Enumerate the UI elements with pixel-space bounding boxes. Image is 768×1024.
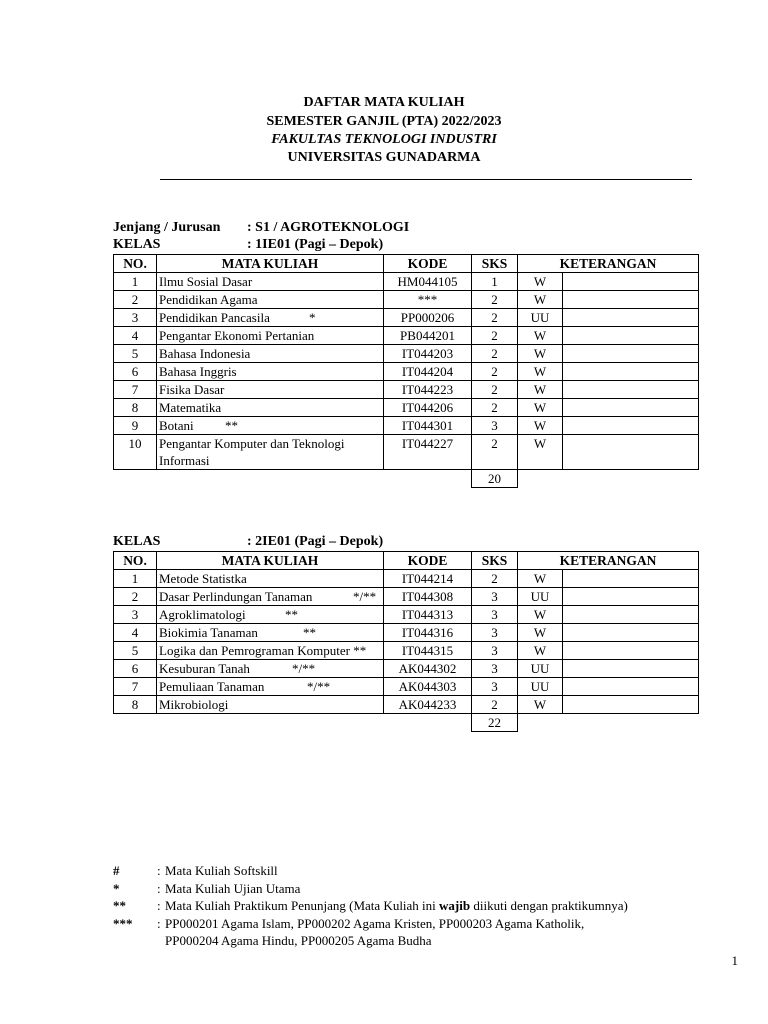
cell-no: 8 [114,696,157,714]
cell-no: 2 [114,291,157,309]
legend-colon: : [157,915,161,931]
course-name: Matematika [159,400,222,415]
cell-kode: AK044233 [384,696,472,714]
course-name: Pendidikan Agama [159,292,258,307]
cell-keterangan: W [518,435,563,470]
table-row [114,363,699,381]
cell-matkul [157,345,384,363]
cell-note [563,309,699,327]
cell-keterangan: UU [518,588,563,606]
kelas-label: KELAS [113,534,161,549]
course-name: Pemuliaan Tanaman [159,679,265,694]
course-name: Pengantar Komputer dan Teknologi Informasi [159,436,345,468]
col-keterangan: KETERANGAN [518,552,699,570]
cell-no: 9 [114,417,157,435]
cell-matkul [157,273,384,291]
cell-note [563,642,699,660]
cell-kode: PB044201 [384,327,472,345]
kelas-value: : 2IE01 (Pagi – Depok) [247,534,384,549]
cell-keterangan: W [518,606,563,624]
col-kode: KODE [384,255,472,273]
cell-keterangan: W [518,381,563,399]
doc-semester: SEMESTER GANJIL (PTA) 2022/2023 [266,114,502,129]
cell-keterangan: W [518,624,563,642]
cell-keterangan: W [518,399,563,417]
empty-cell [157,470,384,488]
total-sks: 20 [472,470,518,488]
cell-kode: IT044204 [384,363,472,381]
cell-no: 1 [114,570,157,588]
cell-no: 6 [114,660,157,678]
cell-kode: IT044206 [384,399,472,417]
cell-kode: AK044302 [384,660,472,678]
cell-note [563,363,699,381]
empty-cell [157,714,384,732]
col-matkul: MATA KULIAH [157,552,384,570]
cell-matkul [157,660,384,678]
legend-colon: : [157,898,161,913]
table-row [114,642,699,660]
cell-sks: 3 [472,660,518,678]
cell-note [563,291,699,309]
legend-text: Mata Kuliah Softskill [165,863,278,878]
legend-text-part: Mata Kuliah Praktikum Penunjang (Mata Kuliah ini [165,898,440,913]
cell-matkul [157,588,384,606]
jenjang-label: Jenjang / Jurusan [113,220,221,235]
empty-cell [384,714,472,732]
cell-sks: 2 [472,309,518,327]
cell-keterangan: W [518,696,563,714]
cell-no: 5 [114,345,157,363]
cell-note [563,606,699,624]
cell-kode: IT044315 [384,642,472,660]
doc-title: DAFTAR MATA KULIAH [303,95,465,110]
course-mark: ** [225,418,238,433]
cell-matkul [157,399,384,417]
cell-keterangan: UU [518,678,563,696]
cell-kode: HM044105 [384,273,472,291]
doc-university: UNIVERSITAS GUNADARMA [287,150,481,165]
cell-keterangan: UU [518,660,563,678]
kelas-value: : 1IE01 (Pagi – Depok) [247,237,384,252]
table-row [114,606,699,624]
col-sks: SKS [472,552,518,570]
cell-sks: 3 [472,417,518,435]
legend-colon: : [157,863,161,878]
cell-kode: PP000206 [384,309,472,327]
cell-matkul [157,381,384,399]
course-name: Mikrobiologi [159,697,229,712]
cell-sks: 1 [472,273,518,291]
course-mark: ** [285,607,298,622]
course-mark: */** [307,679,331,694]
course-table-2 [113,551,699,732]
cell-keterangan: W [518,642,563,660]
empty-cell [563,714,699,732]
course-name: Biokimia Tanaman [159,625,258,640]
cell-note [563,399,699,417]
cell-matkul [157,291,384,309]
legend-colon: : [157,880,161,896]
legend-symbol: * [113,880,120,896]
cell-no: 10 [114,435,157,470]
table-row [114,417,699,435]
cell-matkul [157,678,384,696]
course-name: Bahasa Inggris [159,364,237,379]
table-row [114,570,699,588]
cell-matkul [157,435,384,470]
course-name: Pengantar Ekonomi Pertanian [159,328,315,343]
legend-text: PP000201 Agama Islam, PP000202 Agama Kristen, PP000203 Agama Katholik, [165,915,585,931]
cell-sks: 3 [472,642,518,660]
cell-no: 7 [114,678,157,696]
kelas-label: KELAS [113,237,161,252]
cell-keterangan: W [518,417,563,435]
doc-faculty: FAKULTAS TEKNOLOGI INDUSTRI [271,132,497,147]
legend-symbol: *** [113,915,133,931]
table-header [114,552,699,570]
cell-matkul [157,696,384,714]
cell-sks: 2 [472,291,518,309]
course-name: Agroklimatologi [159,607,246,622]
empty-cell [518,714,563,732]
cell-matkul [157,417,384,435]
cell-no: 7 [114,381,157,399]
cell-sks: 2 [472,570,518,588]
table-row [114,660,699,678]
col-sks: SKS [472,255,518,273]
cell-matkul [157,363,384,381]
cell-sks: 2 [472,435,518,470]
col-no: NO. [114,552,157,570]
cell-kode: IT044214 [384,570,472,588]
table-row [114,588,699,606]
cell-no: 4 [114,624,157,642]
cell-kode: AK044303 [384,678,472,696]
cell-no: 1 [114,273,157,291]
col-kode: KODE [384,552,472,570]
cell-note [563,624,699,642]
cell-keterangan: W [518,327,563,345]
legend-symbol: # [113,863,120,878]
cell-kode: IT044308 [384,588,472,606]
col-matkul: MATA KULIAH [157,255,384,273]
cell-sks: 2 [472,327,518,345]
cell-no: 4 [114,327,157,345]
jenjang-line [113,219,409,236]
empty-cell [384,470,472,488]
empty-cell [563,470,699,488]
cell-sks: 3 [472,678,518,696]
cell-note [563,381,699,399]
cell-note [563,327,699,345]
cell-sks: 2 [472,696,518,714]
table-row [114,399,699,417]
cell-no: 6 [114,363,157,381]
table-row [114,273,699,291]
cell-sks: 2 [472,381,518,399]
empty-cell [114,470,157,488]
course-name: Dasar Perlindungan Tanaman [159,589,313,604]
header-rule [160,179,692,180]
cell-matkul [157,606,384,624]
empty-cell [518,470,563,488]
total-row [114,470,699,488]
cell-note [563,273,699,291]
cell-note [563,588,699,606]
cell-sks: 2 [472,363,518,381]
table-row [114,291,699,309]
cell-kode: *** [384,291,472,309]
cell-matkul [157,570,384,588]
table-row [114,345,699,363]
total-sks: 22 [472,714,518,732]
cell-kode: IT044203 [384,345,472,363]
cell-sks: 3 [472,606,518,624]
cell-keterangan: UU [518,309,563,327]
total-row [114,714,699,732]
cell-matkul [157,309,384,327]
cell-note [563,660,699,678]
cell-kode: IT044223 [384,381,472,399]
cell-no: 2 [114,588,157,606]
table-row [114,678,699,696]
page-number: 1 [731,953,738,968]
course-name: Fisika Dasar [159,382,225,397]
course-mark: */** [292,661,316,676]
kelas-line-1 [113,236,383,253]
cell-note [563,678,699,696]
course-mark: * [309,310,316,325]
course-name: Botani [159,418,194,433]
cell-keterangan: W [518,363,563,381]
cell-keterangan: W [518,345,563,363]
table-row [114,696,699,714]
cell-sks: 3 [472,588,518,606]
cell-sks: 3 [472,624,518,642]
table-row [114,309,699,327]
cell-matkul [157,327,384,345]
course-mark: */** [353,589,377,604]
col-keterangan: KETERANGAN [518,255,699,273]
jenjang-value: : S1 / AGROTEKNOLOGI [247,220,410,235]
course-name: Bahasa Indonesia [159,346,251,361]
table-row [114,381,699,399]
course-name: Logika dan Pemrograman Komputer ** [159,643,367,658]
legend-symbol: ** [113,898,126,913]
cell-kode: IT044313 [384,606,472,624]
legend-text [165,897,628,915]
cell-note [563,417,699,435]
course-name: Ilmu Sosial Dasar [159,274,253,289]
cell-sks: 2 [472,345,518,363]
course-name: Metode Statistka [159,571,247,586]
kelas-line-2 [113,533,383,550]
legend-text-bold: wajib [439,898,471,913]
cell-keterangan: W [518,291,563,309]
table-row [114,624,699,642]
cell-sks: 2 [472,399,518,417]
cell-matkul [157,624,384,642]
cell-matkul [157,642,384,660]
cell-no: 5 [114,642,157,660]
col-no: NO. [114,255,157,273]
course-mark: ** [303,625,316,640]
table-row [114,327,699,345]
course-name: Pendidikan Pancasila [159,310,270,325]
legend-text: Mata Kuliah Ujian Utama [165,880,301,896]
table-header [114,255,699,273]
table-row [114,435,699,470]
cell-note [563,345,699,363]
course-table-1 [113,254,699,488]
cell-note [563,435,699,470]
legend-text-part: diikuti dengan praktikumnya) [470,898,628,913]
cell-no: 8 [114,399,157,417]
cell-note [563,570,699,588]
empty-cell [114,714,157,732]
cell-no: 3 [114,309,157,327]
cell-kode: IT044227 [384,435,472,470]
cell-keterangan: W [518,273,563,291]
cell-keterangan: W [518,570,563,588]
cell-kode: IT044301 [384,417,472,435]
legend-text: PP000204 Agama Hindu, PP000205 Agama Budha [165,933,432,948]
cell-no: 3 [114,606,157,624]
cell-kode: IT044316 [384,624,472,642]
cell-note [563,696,699,714]
course-name: Kesuburan Tanah [159,661,250,676]
